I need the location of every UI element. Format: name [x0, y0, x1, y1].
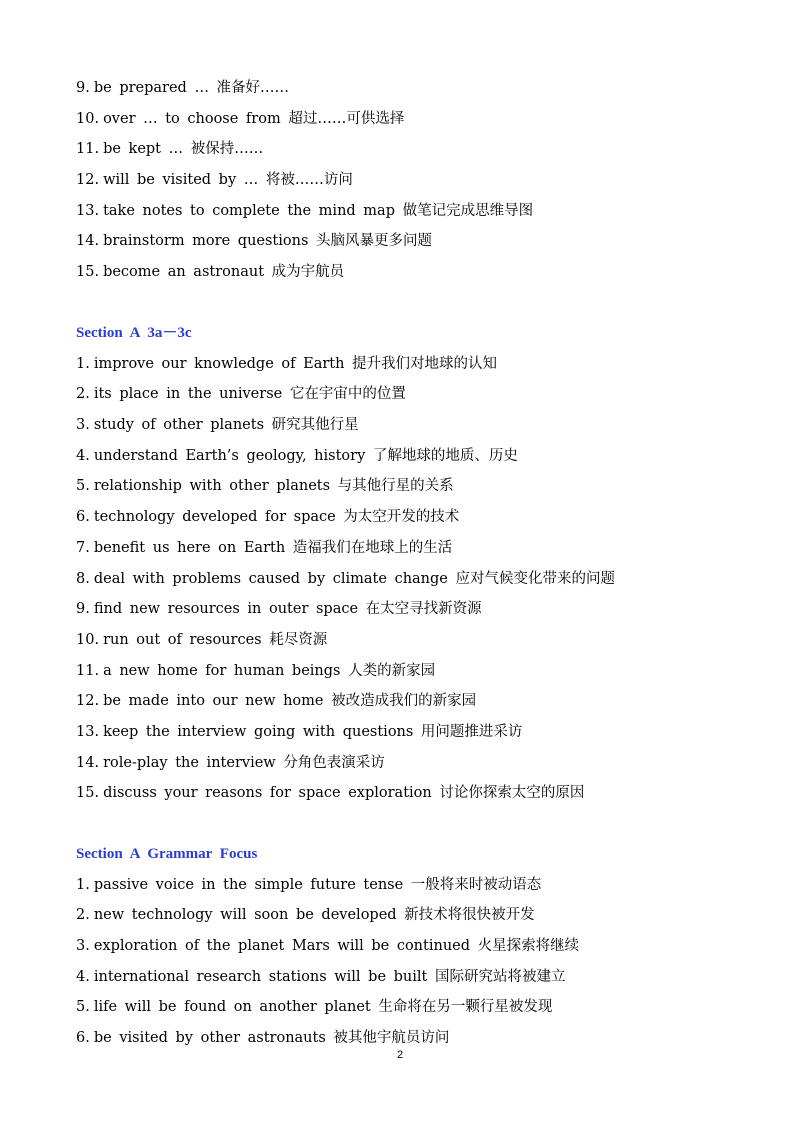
list-item: 14. role-play the interview 分角色表演采访 — [76, 754, 385, 771]
page-number: 2 — [396, 1049, 404, 1061]
section-heading: Section A Grammar Focus — [76, 846, 258, 862]
list-item: 1. passive voice in the simple future tense 一般将来时被动语态 — [76, 876, 542, 893]
list-item: 6. technology developed for space 为太空开发的技术 — [76, 509, 460, 526]
list-item: 11. be kept … 被保持…… — [76, 141, 264, 158]
list-item: 12. be made into our new home 被改造成我们的新家园 — [76, 693, 477, 710]
list-item: 12. will be visited by … 将被……访问 — [76, 172, 353, 189]
section-3a-3c — [76, 318, 780, 809]
list-item: 9. be prepared … 准备好…… — [76, 80, 290, 96]
section-grammar-focus — [76, 839, 780, 1054]
list-item: 10. run out of resources 耗尽资源 — [76, 631, 328, 648]
list-item: 10. over … to choose from 超过……可供选择 — [76, 110, 405, 127]
list-item: 2. new technology will soon be developed 新技术将很快被开发 — [76, 907, 535, 924]
list-item: 8. deal with problems caused by climate change 应对气候变化带来的问题 — [76, 570, 615, 587]
list-item: 14. brainstorm more questions 头脑风暴更多问题 — [76, 233, 433, 250]
list-item: 13. take notes to complete the mind map 做笔记完成思维导图 — [76, 202, 534, 219]
list-item: 6. be visited by other astronauts 被其他宇航员访问 — [76, 1030, 450, 1047]
list-item: 5. life will be found on another planet 生命将在另一颗行星被发现 — [76, 999, 553, 1016]
list-item: 4. understand Earth’s geology, history 了解地球的地质、历史 — [76, 447, 518, 464]
list-item: 15. become an astronaut 成为宇航员 — [76, 264, 345, 281]
list-item: 2. its place in the universe 它在宇宙中的位置 — [76, 386, 406, 403]
list-item: 3. exploration of the planet Mars will be continued 火星探索将继续 — [76, 938, 580, 955]
list-item: 9. find new resources in outer space 在太空寻找新资源 — [76, 601, 482, 618]
list-item: 11. a new home for human beings 人类的新家园 — [76, 662, 436, 679]
list-item: 7. benefit us here on Earth 造福我们在地球上的生活 — [76, 539, 453, 556]
vocab-list-continued — [76, 73, 780, 288]
list-item: 1. improve our knowledge of Earth 提升我们对地球的认知 — [76, 355, 498, 372]
list-item: 13. keep the interview going with questions 用问题推进采访 — [76, 723, 523, 740]
list-item: 4. international research stations will be built 国际研究站将被建立 — [76, 968, 566, 985]
section-heading: Section A 3a－3c — [76, 325, 192, 341]
list-item: 3. study of other planets 研究其他行星 — [76, 417, 359, 434]
list-item: 15. discuss your reasons for space exploration 讨论你探索太空的原因 — [76, 785, 585, 802]
list-item: 5. relationship with other planets 与其他行星的关系 — [76, 478, 454, 495]
